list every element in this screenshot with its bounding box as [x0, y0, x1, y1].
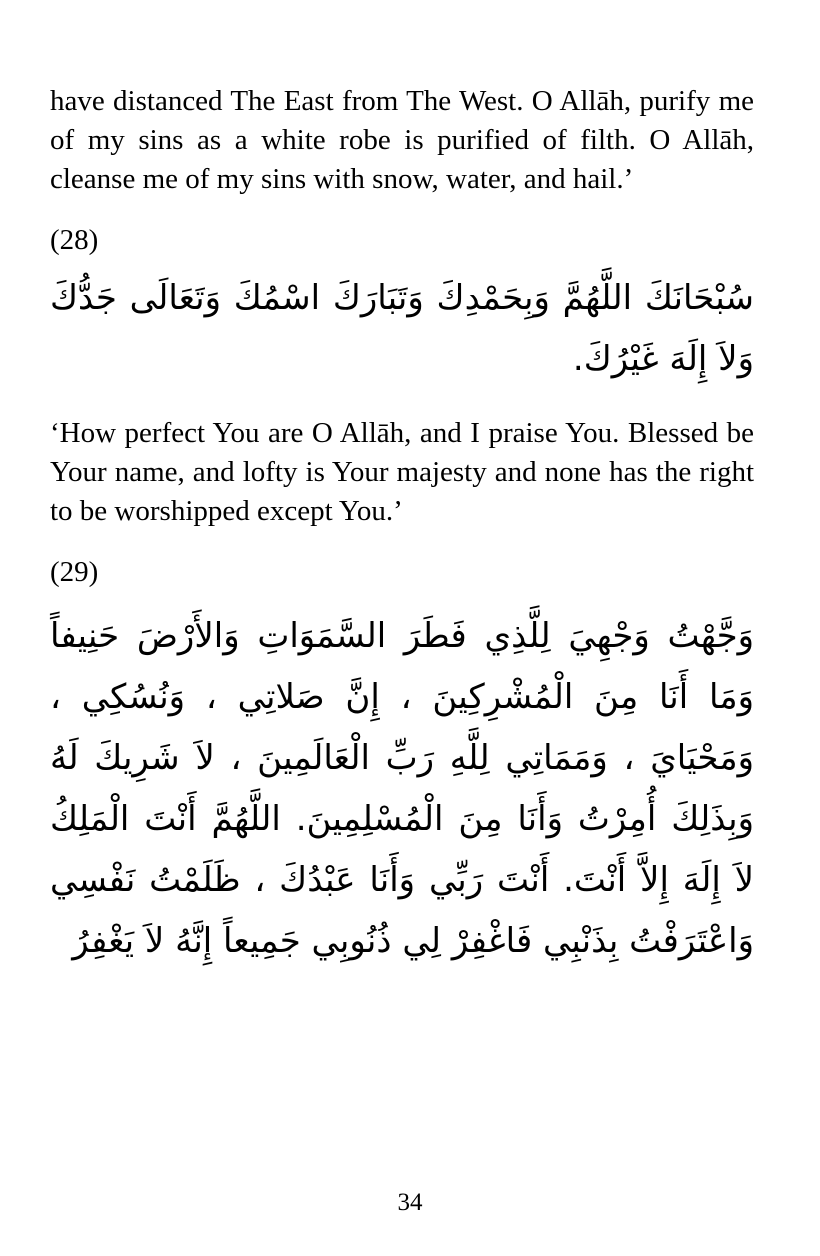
- translation-28: ‘How perfect You are O Allāh, and I praise You. Blessed be Your name, and lofty is Your majesty and none has the right to be worshipped except You.’: [50, 417, 754, 527]
- section-number-28: (28): [50, 224, 99, 256]
- page-number: 34: [397, 1189, 423, 1216]
- section-number-29: (29): [50, 556, 99, 588]
- arabic-supplication-29: وَجَّهْتُ وَجْهِيَ لِلَّذِي فَطَرَ السَّمَوَاتِ وَالأَرْضَ حَنِيفاً وَمَا أَنَا مِنَ الْمُشْرِكِينَ ، إِنَّ صَلاتِي ، وَنُسُكِي ، وَمَحْيَايَ ، وَمَمَاتِي لِلَّهِ رَبِّ الْعَالَمِينَ ، لاَ شَرِيكَ لَهُ وَبِذَلِكَ أُمِرْتُ وَأَنَا مِنَ الْمُسْلِمِينَ. اللَّهُمَّ أَنْتَ الْمَلِكُ لاَ إِلَهَ إِلاَّ أَنْتَ. أَنْتَ رَبِّي وَأَنَا عَبْدُكَ ، ظَلَمْتُ نَفْسِي وَاعْتَرَفْتُ بِذَنْبِي فَاغْفِرْ لِي ذُنُوبِي جَمِيعاً إِنَّهُ لاَ يَغْفِرُ: [50, 616, 754, 961]
- page-content: [50, 82, 754, 972]
- arabic-supplication-28: سُبْحَانَكَ اللَّهُمَّ وَبِحَمْدِكَ وَتَبَارَكَ اسْمُكَ وَتَعَالَى جَدُّكَ وَلاَ إِلَهَ غَيْرُكَ.: [50, 278, 754, 379]
- paragraph-continuation: have distanced The East from The West. O Allāh, purify me of my sins as a white robe is purified of filth. O Allāh, cleanse me of my sins with snow, water, and hail.’: [50, 85, 754, 195]
